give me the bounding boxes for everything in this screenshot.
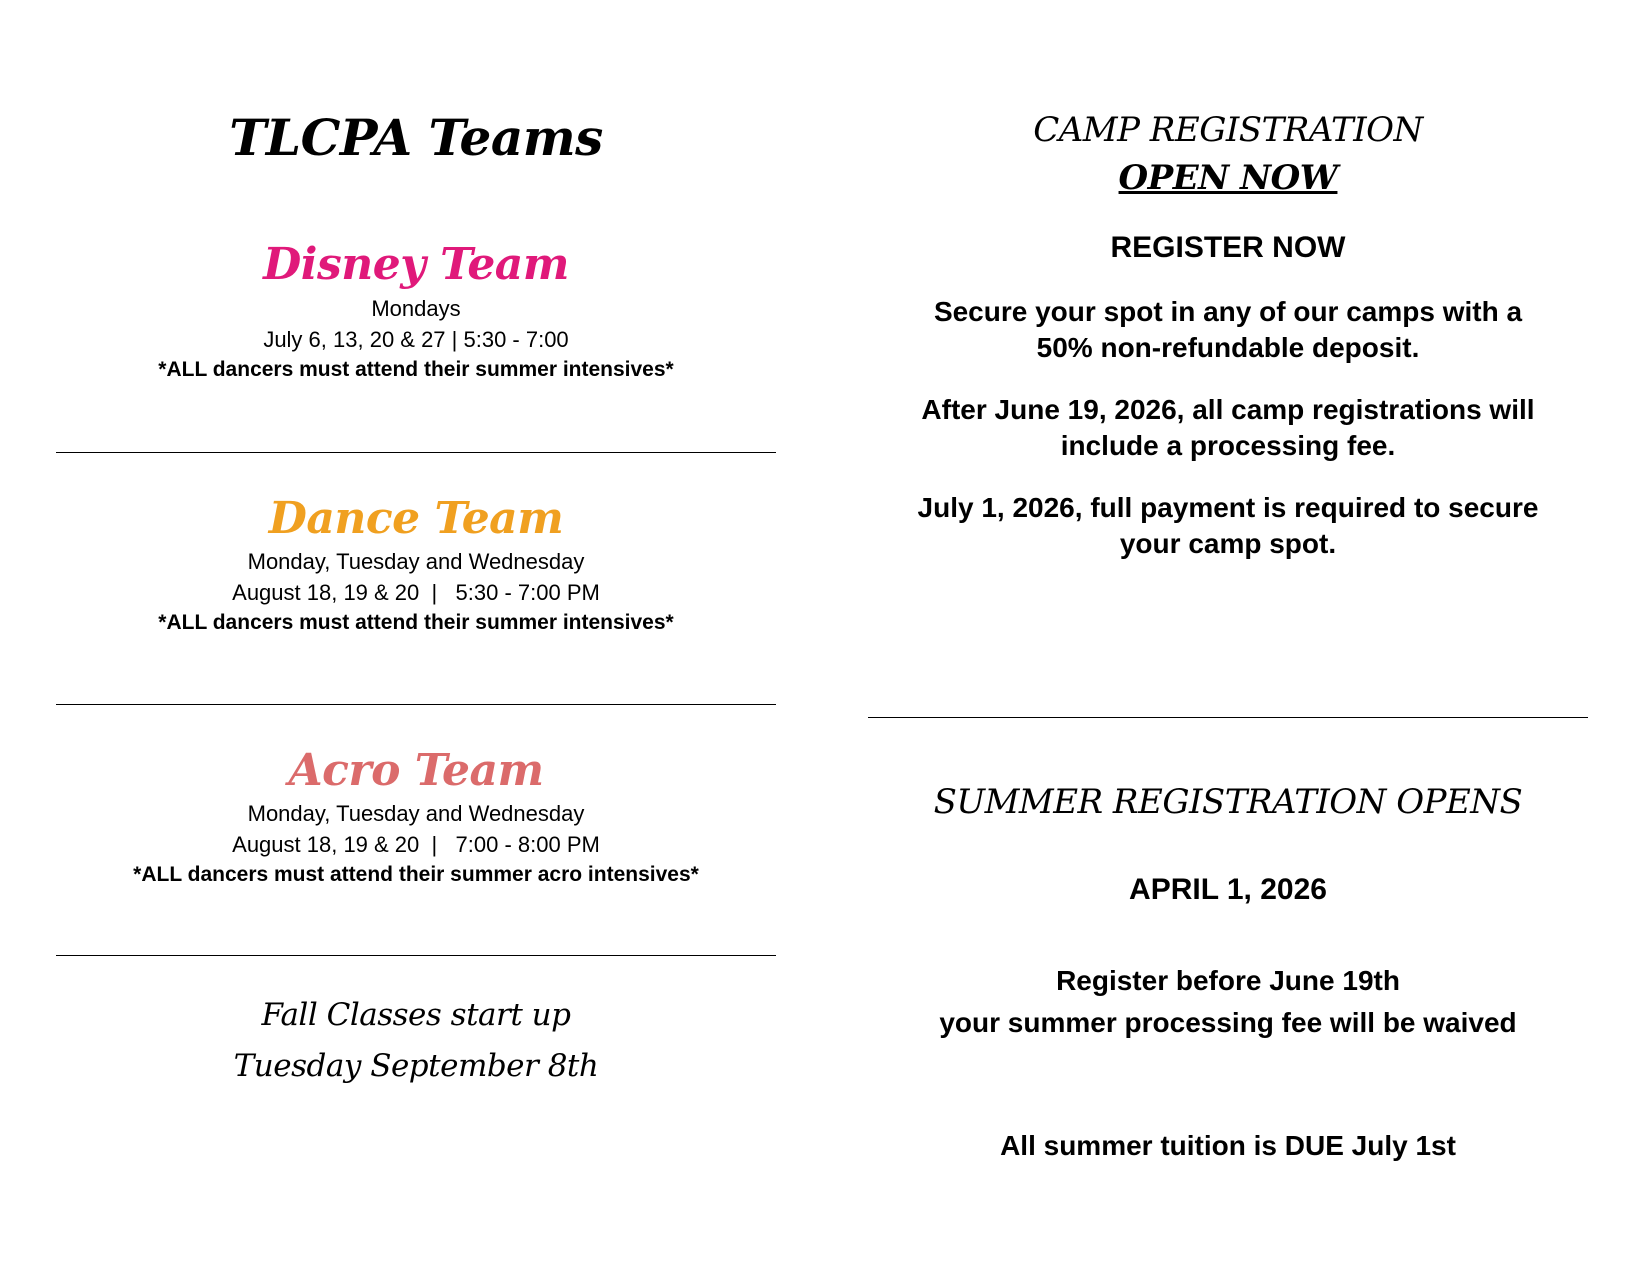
team-name-dance: Dance Team [268, 493, 564, 544]
summer-registration-section [868, 778, 1588, 1164]
team-days-dance: Monday, Tuesday and Wednesday [247, 549, 585, 574]
team-name-disney: Disney Team [263, 239, 569, 290]
team-note-dance: *ALL dancers must attend their summer intensives* [158, 611, 674, 634]
camp-deposit-line-2: 50% non-refundable deposit. [1036, 332, 1420, 363]
camp-fee-line-1: After June 19, 2026, all camp registrations will [921, 394, 1535, 425]
camp-registration-section [868, 106, 1588, 562]
summer-waive-text [868, 960, 1588, 1044]
register-now-label: REGISTER NOW [1110, 231, 1346, 264]
team-section-acro [56, 744, 776, 890]
team-dates-dance: August 18, 19 & 20 | 5:30 - 7:00 PM [232, 580, 600, 605]
fall-line-2: Tuesday September 8th [233, 1048, 599, 1084]
summer-waive-line-1: Register before June 19th [1056, 965, 1400, 996]
divider [56, 955, 776, 956]
camp-heading: CAMP REGISTRATION [1033, 110, 1423, 150]
team-dates-acro: August 18, 19 & 20 | 7:00 - 8:00 PM [232, 832, 600, 857]
team-days-acro: Monday, Tuesday and Wednesday [247, 801, 585, 826]
summer-tuition-due: All summer tuition is DUE July 1st [1000, 1130, 1456, 1161]
camp-payment-text [868, 490, 1588, 562]
camp-deposit-text [868, 294, 1588, 366]
team-note-disney: *ALL dancers must attend their summer intensives* [158, 358, 674, 381]
team-note-acro: *ALL dancers must attend their summer acro intensives* [133, 863, 699, 886]
camp-fee-line-2: include a processing fee. [1060, 430, 1396, 461]
team-days-disney: Mondays [371, 296, 461, 321]
team-name-acro: Acro Team [288, 745, 544, 796]
camp-payment-line-2: your camp spot. [1119, 528, 1337, 559]
fall-classes-notice [56, 990, 776, 1092]
divider [868, 717, 1588, 718]
summer-heading: SUMMER REGISTRATION OPENS [933, 782, 1523, 822]
camp-fee-text [868, 392, 1588, 464]
page-title: TLCPA Teams [229, 108, 603, 167]
team-section-dance [56, 492, 776, 638]
fall-line-1: Fall Classes start up [261, 997, 571, 1033]
camp-payment-line-1: July 1, 2026, full payment is required to secure [917, 492, 1539, 523]
divider [56, 704, 776, 705]
team-dates-disney: July 6, 13, 20 & 27 | 5:30 - 7:00 [263, 327, 569, 352]
team-section-disney [56, 238, 776, 385]
divider [56, 452, 776, 453]
camp-subheading: OPEN NOW [1118, 158, 1338, 198]
camp-deposit-line-1: Secure your spot in any of our camps with a [933, 296, 1523, 327]
summer-open-date: APRIL 1, 2026 [1129, 873, 1327, 906]
summer-waive-line-2: your summer processing fee will be waived [939, 1007, 1517, 1038]
